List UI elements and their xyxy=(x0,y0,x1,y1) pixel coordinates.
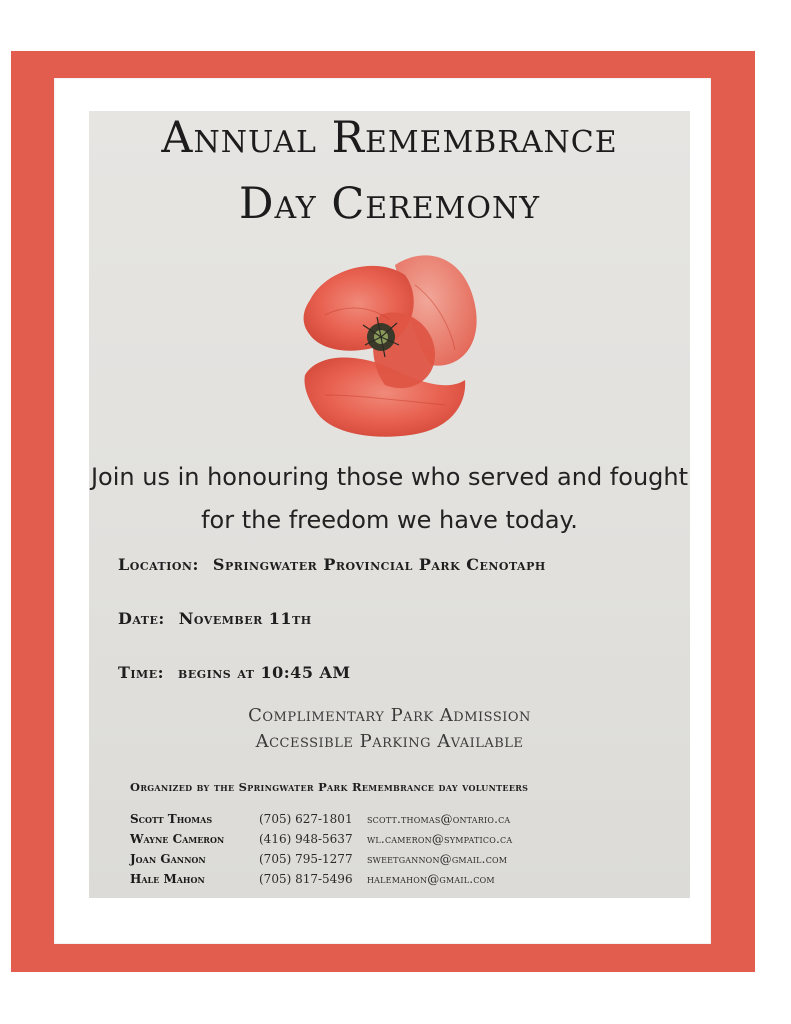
poster-title-line2: Day Ceremony xyxy=(238,179,541,229)
tagline-line2: for the freedom we have today. xyxy=(201,506,578,534)
contact-name: Scott Thomas xyxy=(130,812,213,826)
poster xyxy=(89,111,690,898)
contact-email: wl.cameron@sympatico.ca xyxy=(367,832,513,846)
admission-note: Complimentary Park Admission xyxy=(248,705,531,726)
contact-row xyxy=(130,869,670,889)
contact-list xyxy=(130,809,670,889)
contact-row xyxy=(130,849,670,869)
poppy-flower-icon xyxy=(285,245,495,445)
contact-name: Wayne Cameron xyxy=(130,832,225,846)
poster-title-line1: Annual Remembrance xyxy=(161,113,618,163)
tagline-line1: Join us in honouring those who served and fought xyxy=(90,463,689,491)
organized-by: Organized by the Springwater Park Remembrance day volunteers xyxy=(130,780,529,794)
contact-row xyxy=(130,809,670,829)
contact-name: Hale Mahon xyxy=(130,872,205,886)
contact-phone: (705) 627-1801 xyxy=(259,812,353,826)
time-detail xyxy=(118,663,351,682)
contact-email: scott.thomas@ontario.ca xyxy=(367,812,511,826)
location-value: Springwater Provincial Park Cenotaph xyxy=(212,555,546,574)
time-value: begins at 10:45 AM xyxy=(178,663,351,682)
contact-phone: (705) 795-1277 xyxy=(259,852,353,866)
date-detail xyxy=(118,609,312,628)
parking-note: Accessible Parking Available xyxy=(255,731,524,752)
contact-email: sweetgannon@gmail.com xyxy=(367,852,508,866)
location-detail xyxy=(118,555,546,574)
time-label: Time: xyxy=(118,663,165,682)
date-value: November 11th xyxy=(178,609,312,628)
contact-phone: (416) 948-5637 xyxy=(259,832,353,846)
contact-phone: (705) 817-5496 xyxy=(259,872,353,886)
location-label: Location: xyxy=(118,555,199,574)
contact-name: Joan Gannon xyxy=(130,852,206,866)
contact-row xyxy=(130,829,670,849)
date-label: Date: xyxy=(118,609,165,628)
contact-email: halemahon@gmail.com xyxy=(367,872,495,886)
